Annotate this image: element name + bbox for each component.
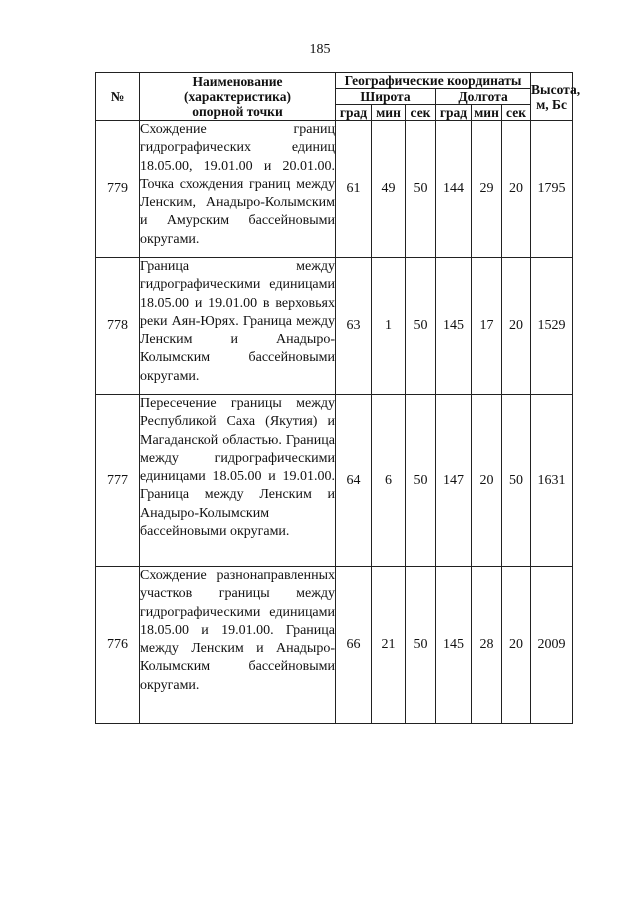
lat-min: 6 <box>372 395 406 567</box>
point-number: 779 <box>96 121 140 258</box>
header-lon-min: мин <box>472 105 502 121</box>
point-number: 777 <box>96 395 140 567</box>
header-lat-deg: град <box>336 105 372 121</box>
lon-deg: 145 <box>436 567 472 724</box>
header-name <box>140 73 336 121</box>
header-name-line3: опорной точки <box>192 104 283 119</box>
header-lon-deg: град <box>436 105 472 121</box>
lat-deg: 61 <box>336 121 372 258</box>
lon-min: 20 <box>472 395 502 567</box>
lat-sec: 50 <box>406 567 436 724</box>
header-height <box>531 73 581 121</box>
lon-deg: 145 <box>436 258 472 395</box>
header-number: № <box>96 73 140 121</box>
point-description: Граница между гидрографическими единицами 18.05.00 и 19.01.00 в верховьях реки Аян-Юрях. Граница между Ленским и Анадыро-Колымским бассейновыми округами. <box>140 258 336 395</box>
lon-sec: 20 <box>502 121 531 258</box>
header-lat-min: мин <box>372 105 406 121</box>
lon-min: 29 <box>472 121 502 258</box>
height-value: 1631 <box>531 395 573 567</box>
point-number: 776 <box>96 567 140 724</box>
point-description: Схождение разнонаправленных участков границы между гидрографическими единицами 18.05.00 и 19.01.00. Граница между Ленским и Анадыро-Колымским бассейновыми округами. <box>140 567 336 724</box>
header-name-line2: (характеристика) <box>184 89 291 104</box>
header-longitude: Долгота <box>436 89 531 105</box>
lat-deg: 64 <box>336 395 372 567</box>
lon-min: 28 <box>472 567 502 724</box>
lon-sec: 20 <box>502 567 531 724</box>
point-number: 778 <box>96 258 140 395</box>
height-value: 2009 <box>531 567 573 724</box>
header-geo-coordinates: Географические координаты <box>336 73 531 89</box>
table-row <box>96 395 573 567</box>
lon-min: 17 <box>472 258 502 395</box>
lat-sec: 50 <box>406 121 436 258</box>
lat-deg: 63 <box>336 258 372 395</box>
point-description: Пересечение границы между Республикой Саха (Якутия) и Магаданской областью. Граница между гидрографическими единицами 18.05.00 и 19.01.00. Граница между Ленским и Анадыро-Колымским бассейновыми округами. <box>140 395 336 567</box>
lat-sec: 50 <box>406 258 436 395</box>
point-description: Схождение границ гидрографических единиц 18.05.00, 19.01.00 и 20.01.00. Точка схождения границ между Ленским, Анадыро-Колымским и Амурским бассейновыми округами. <box>140 121 336 258</box>
table-row <box>96 121 573 258</box>
lon-deg: 147 <box>436 395 472 567</box>
lat-sec: 50 <box>406 395 436 567</box>
header-height-line1: Высота, <box>531 81 581 97</box>
lon-deg: 144 <box>436 121 472 258</box>
lat-deg: 66 <box>336 567 372 724</box>
lon-sec: 50 <box>502 395 531 567</box>
lat-min: 21 <box>372 567 406 724</box>
height-value: 1529 <box>531 258 573 395</box>
table-row <box>96 567 573 724</box>
height-value: 1795 <box>531 121 573 258</box>
reference-points-table <box>95 72 581 724</box>
lat-min: 49 <box>372 121 406 258</box>
page-number: 185 <box>309 42 331 57</box>
table-row <box>96 258 573 395</box>
header-name-line1: Наименование <box>192 74 283 89</box>
lon-sec: 20 <box>502 258 531 395</box>
header-lon-sec: сек <box>502 105 531 121</box>
header-latitude: Широта <box>336 89 436 105</box>
header-height-line2: м, Бс <box>536 96 567 112</box>
lat-min: 1 <box>372 258 406 395</box>
header-lat-sec: сек <box>406 105 436 121</box>
